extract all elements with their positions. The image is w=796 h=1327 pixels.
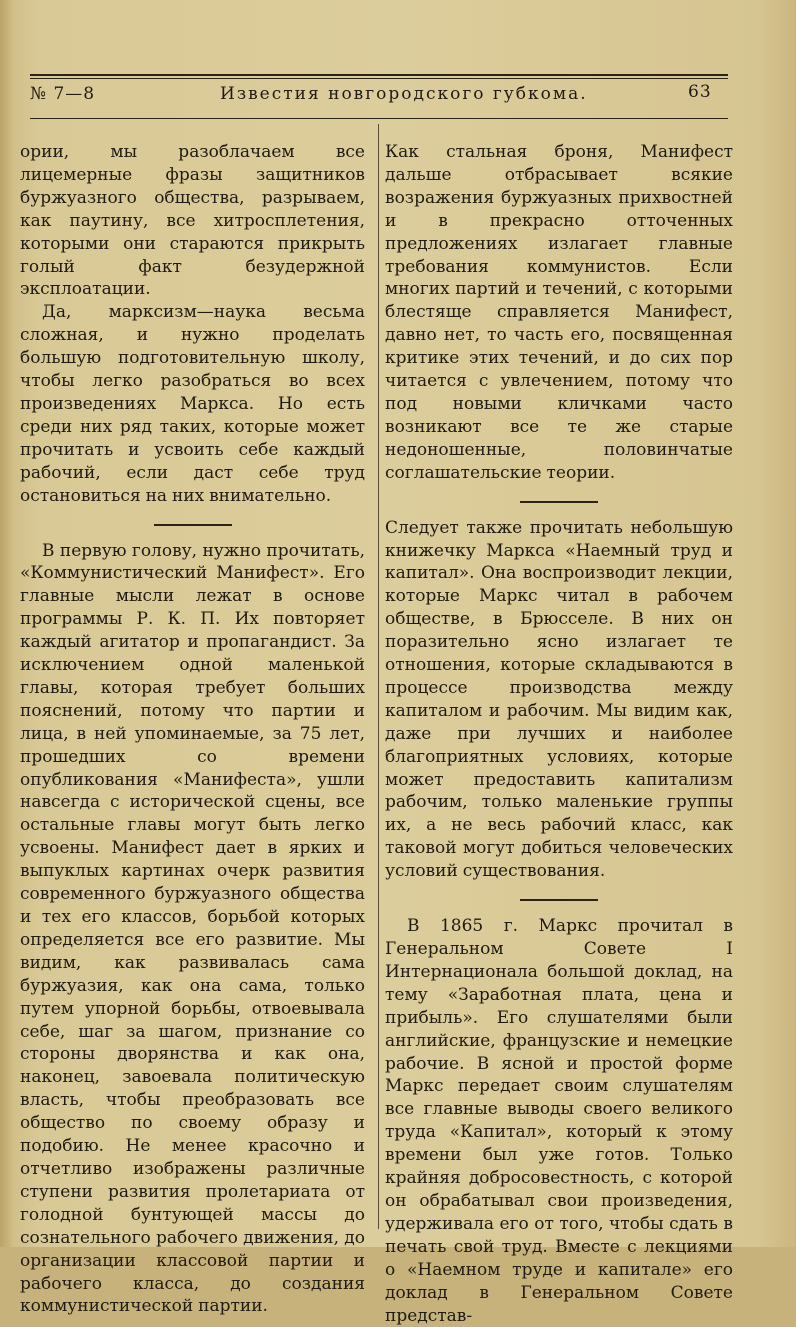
section-separator xyxy=(520,501,598,503)
left-paragraph-2: Да, марксизм—наука весьма сложная, и нужно проделать большую подготовительную школу, чтобы легко разобраться во всех произведениях Маркса. Но есть среди них ряд таких, которые может прочитать и усвоить себе каждый рабочий, если даст себе труд остановиться на них внимательно. xyxy=(20,302,365,506)
header-rule-bottom xyxy=(30,118,728,119)
left-paragraph-3: В первую голову, нужно прочитать, «Коммунистический Манифест». Его главные мысли лежат в основе программы Р. К. П. Их повторяет каждый агитатор и пропагандист. За исключением одной маленькой главы, которая требует больших пояснений, потому что партии и лица, в ней упоминаемые, за 75 лет, прошедших со времени опубликования «Манифеста», ушли навсегда с исторической сцены, все остальные главы могут быть легко усвоены. Манифест дает в ярких и выпуклых картинах очерк развития современного буржуазного общества и тех его классов, борьбой которых определяется все его развитие. Мы видим, как развивалась сама буржуазия, как она сама, только путем упорной борьбы, отвоевывала себе, шаг за шагом, признание со стороны дворянства и как она, наконец, завоевала политическую власть, чтобы преобразовать все общество по своему образу и подобию. Не менее красочно и отчетливо изображены различные ступени развития пролетариата от голодной бунтующей массы до сознательного рабочего движения, до организации классовой партии и рабочего класса, до создания коммунистической партии. xyxy=(20,540,365,1317)
right-column xyxy=(385,141,733,1327)
right-paragraph-3: В 1865 г. Маркс прочитал в Генеральном Совете I Интернационала большой доклад, на тему «Заработная плата, цена и прибыль». Его слушателями были английские, французские и немецкие рабочие. В ясной и простой форме Маркс передает своим слушателям все главные выводы своего великого труда «Капитал», который к этому времени был уже готов. Только крайняя добросовестность, с которой он обрабатывал свои произведения, удерживала его от того, чтобы сдать в печать свой труд. Вместе с лекциями о «Наемном труде и капитале» его доклад в Генеральном Совете представ- xyxy=(385,916,733,1326)
right-paragraph-1: Как стальная броня, Манифест дальше отбрасывает всякие возражения буржуазных прихвостней и в прекрасно отточенных предложениях излагает главные требования коммунистов. Если многих партий и течений, с которыми блестяще справляется Манифест, давно нет, то часть его, посвященная критике этих течений, и до сих пор читается с увлечением, потому что под новыми кличками часто возникают все те же старые недоношенные, половинчатые соглашательские теории. xyxy=(385,142,733,483)
page-header xyxy=(30,82,730,110)
header-rule-lower xyxy=(30,78,728,79)
left-column xyxy=(20,141,365,1318)
section-separator xyxy=(154,524,232,526)
left-paragraph-1: ории, мы разоблачаем все лицемерные фразы защитников буржуазного общества, разрываем, как паутину, все хитросплетения, которыми они стараются прикрыть голый факт безудержной эксплоатации. xyxy=(20,142,365,300)
publication-title: Известия новгородского губкома. xyxy=(220,84,588,104)
column-divider xyxy=(378,124,379,1229)
right-paragraph-2: Следует также прочитать небольшую книжечку Маркса «Наемный труд и капитал». Она воспроизводит лекции, которые Маркс читал в рабочем обществе, в Брюсселе. В них он поразительно ясно излагает те отношения, которые складываются в процессе производства между капиталом и рабочим. Мы видим как, даже при лучших и наиболее благоприятных условиях, которые может предоставить капитализм рабочим, только маленькие группы их, а не весь рабочий класс, как таковой могут добиться человеческих условий существования. xyxy=(385,517,733,882)
header-rule-upper xyxy=(30,74,728,76)
issue-number: № 7—8 xyxy=(30,84,96,104)
section-separator xyxy=(520,899,598,901)
page-number: 63 xyxy=(688,82,712,102)
